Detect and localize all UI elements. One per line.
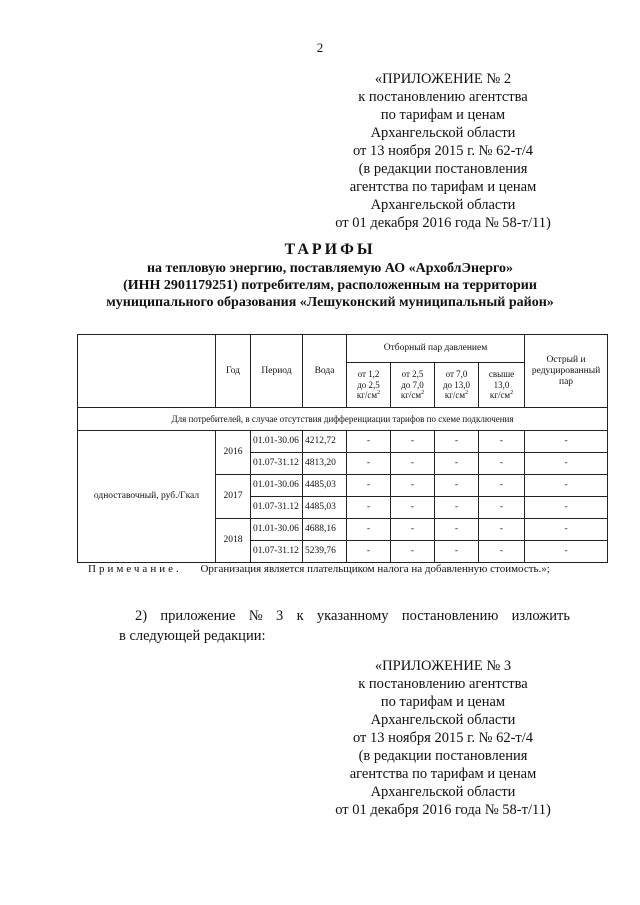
water-cell: 4688,16 [303,519,347,541]
appendix-line: (в редакции постановления [358,161,528,177]
paragraph-word: изложить [511,608,570,624]
appendix-line: Архангельской области [370,712,516,728]
value-cell: - [525,453,608,475]
paragraph-word: постановлению [401,608,499,624]
title-line: муниципального образования «Лешуконский муниципальный район» [106,295,554,310]
paragraph-word: № [248,608,263,624]
table-row [78,431,608,453]
value-cell: - [525,431,608,453]
tariff-title [60,240,600,311]
water-cell: 4485,03 [303,497,347,519]
paragraph-word: 2) [135,608,148,624]
note-label: Примечание. [88,563,182,575]
value-cell: - [479,497,525,519]
header-steam-group: Отборный пар давлением [347,335,525,363]
header-period: Период [251,335,303,408]
value-cell: - [391,475,435,497]
appendix-line: агентства по тарифам и ценам [349,766,537,782]
paragraph-line-1 [119,606,570,626]
header-water: Вода [303,335,347,408]
appendix-line: по тарифам и ценам [380,694,506,710]
appendix-line: к постановлению агентства [358,89,528,105]
value-cell: - [479,453,525,475]
appendix-3-header [330,657,556,819]
period-cell: 01.07-31.12 [251,541,303,563]
appendix-line: к постановлению агентства [358,676,528,692]
value-cell: - [391,519,435,541]
value-cell: - [479,519,525,541]
appendix-line: «ПРИЛОЖЕНИЕ № 2 [374,71,512,87]
period-cell: 01.07-31.12 [251,453,303,475]
paragraph-line-2: в следующей редакции: [119,628,266,644]
value-cell: - [347,453,391,475]
year-cell: 2016 [216,431,251,475]
paragraph-word: приложение [160,608,236,624]
appendix-line: агентства по тарифам и ценам [349,179,537,195]
water-cell: 4485,03 [303,475,347,497]
value-cell: - [391,431,435,453]
value-cell: - [525,475,608,497]
value-cell: - [525,497,608,519]
period-cell: 01.01-30.06 [251,431,303,453]
value-cell: - [391,453,435,475]
header-pressure-3: от 7,0 до 13,0 $кг/см^2$ [435,363,479,408]
appendix-line: от 01 декабря 2016 года № 58-т/11) [335,215,551,231]
value-cell: - [347,497,391,519]
value-cell: - [435,475,479,497]
value-cell: - [479,431,525,453]
tariff-table [77,334,608,563]
header-empty [78,335,216,408]
value-cell: - [525,519,608,541]
value-cell: - [479,541,525,563]
value-cell: - [435,453,479,475]
section-label: Для потребителей, в случае отсутствия дифференциации тарифов по схеме подключения [78,408,608,431]
amendment-paragraph [119,606,570,646]
appendix-line: от 13 ноября 2015 г. № 62-т/4 [352,730,534,746]
appendix-line: (в редакции постановления [358,748,528,764]
water-cell: 4212,72 [303,431,347,453]
appendix-line: Архангельской области [370,784,516,800]
paragraph-word: 3 [276,608,284,624]
value-cell: - [525,541,608,563]
value-cell: - [479,475,525,497]
page-number: 2 [316,40,324,55]
paragraph-word: указанному [316,608,389,624]
value-cell: - [435,541,479,563]
appendix-line: Архангельской области [370,197,516,213]
header-pressure-4: свыше 13,0 $кг/см^2$ [479,363,525,408]
title-heading: ТАРИФЫ [284,241,376,258]
value-cell: - [347,519,391,541]
header-sharp-steam: Острый и редуцированный пар [525,335,608,408]
period-cell: 01.07-31.12 [251,497,303,519]
appendix-line: Архангельской области [370,125,516,141]
paragraph-word: к [296,608,304,624]
appendix-line: по тарифам и ценам [380,107,506,123]
value-cell: - [435,519,479,541]
appendix-line: «ПРИЛОЖЕНИЕ № 3 [374,658,512,674]
period-cell: 01.01-30.06 [251,475,303,497]
value-cell: - [391,497,435,519]
value-cell: - [347,431,391,453]
year-cell: 2017 [216,475,251,519]
table-note [88,563,550,575]
water-cell: 5239,76 [303,541,347,563]
header-pressure-1: от 1,2 до 2,5 $кг/см^2$ [347,363,391,408]
water-cell: 4813,20 [303,453,347,475]
period-cell: 01.01-30.06 [251,519,303,541]
value-cell: - [435,497,479,519]
value-cell: - [435,431,479,453]
consumer-label: одноставочный, руб./Гкал [78,431,216,563]
value-cell: - [347,541,391,563]
year-cell: 2018 [216,519,251,563]
appendix-2-header [330,70,556,232]
title-line: (ИНН 2901179251) потребителям, расположенным на территории [123,278,537,293]
value-cell: - [347,475,391,497]
appendix-line: от 01 декабря 2016 года № 58-т/11) [335,802,551,818]
note-text: Организация является плательщиком налога на добавленную стоимость.»; [200,563,550,575]
header-pressure-2: от 2,5 до 7,0 $кг/см^2$ [391,363,435,408]
header-year: Год [216,335,251,408]
title-line: на тепловую энергию, поставляемую АО «АрхоблЭнерго» [146,261,514,276]
value-cell: - [391,541,435,563]
appendix-line: от 13 ноября 2015 г. № 62-т/4 [352,143,534,159]
